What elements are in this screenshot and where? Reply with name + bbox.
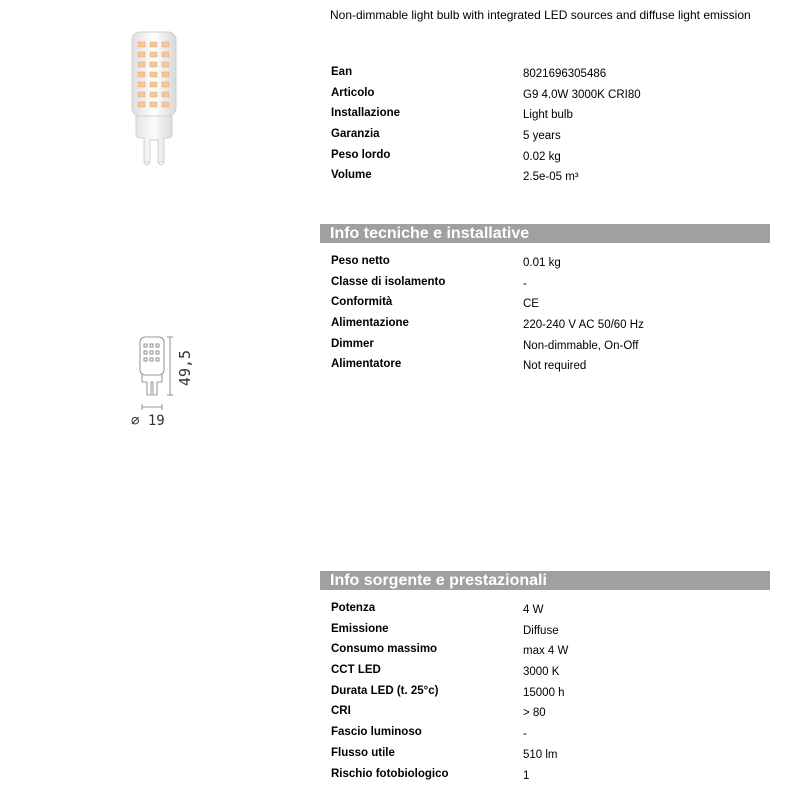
table-row: Durata LED (t. 25°c) 15000 h — [331, 684, 565, 699]
table-row: Articolo G9 4.0W 3000K CRI80 — [331, 86, 641, 101]
technical-section-header: Info tecniche e installative — [320, 224, 770, 243]
general-info-table — [331, 66, 771, 190]
table-row: Emissione Diffuse — [331, 622, 559, 637]
table-row: Dimmer Non-dimmable, On-Off — [331, 337, 639, 352]
table-row: Garanzia 5 years — [331, 128, 561, 143]
table-row: Volume 2.5e-05 m³ — [331, 169, 579, 184]
table-row: Peso lordo 0.02 kg — [331, 148, 561, 163]
table-row: Consumo massimo max 4 W — [331, 643, 569, 658]
table-row: Rischio fotobiologico 1 — [331, 767, 530, 782]
table-row: CCT LED 3000 K — [331, 664, 560, 679]
product-photo — [128, 28, 180, 188]
table-row: Fascio luminoso - — [331, 726, 527, 741]
source-section-header: Info sorgente e prestazionali — [320, 571, 770, 590]
table-row: Alimentazione 220-240 V AC 50/60 Hz — [331, 317, 644, 332]
diameter-dimension-label: ⌀ 19 — [131, 413, 165, 429]
table-row: Alimentatore Not required — [331, 358, 587, 373]
table-row: Installazione Light bulb — [331, 107, 573, 122]
technical-info-table — [331, 255, 771, 379]
table-row: Conformità CE — [331, 296, 539, 311]
source-info-table — [331, 602, 771, 788]
table-row: Classe di isolamento - — [331, 275, 527, 290]
table-row: Flusso utile 510 lm — [331, 746, 558, 761]
table-row: Ean 8021696305486 — [331, 66, 607, 80]
product-description: Non-dimmable light bulb with integrated LED sources and diffuse light emission — [330, 8, 751, 22]
table-row: CRI > 80 — [331, 705, 546, 720]
dimension-drawing — [125, 330, 205, 430]
table-row: Potenza 4 W — [331, 602, 544, 616]
height-dimension-label: 49,5 — [176, 349, 194, 387]
table-row: Peso netto 0.01 kg — [331, 255, 561, 269]
